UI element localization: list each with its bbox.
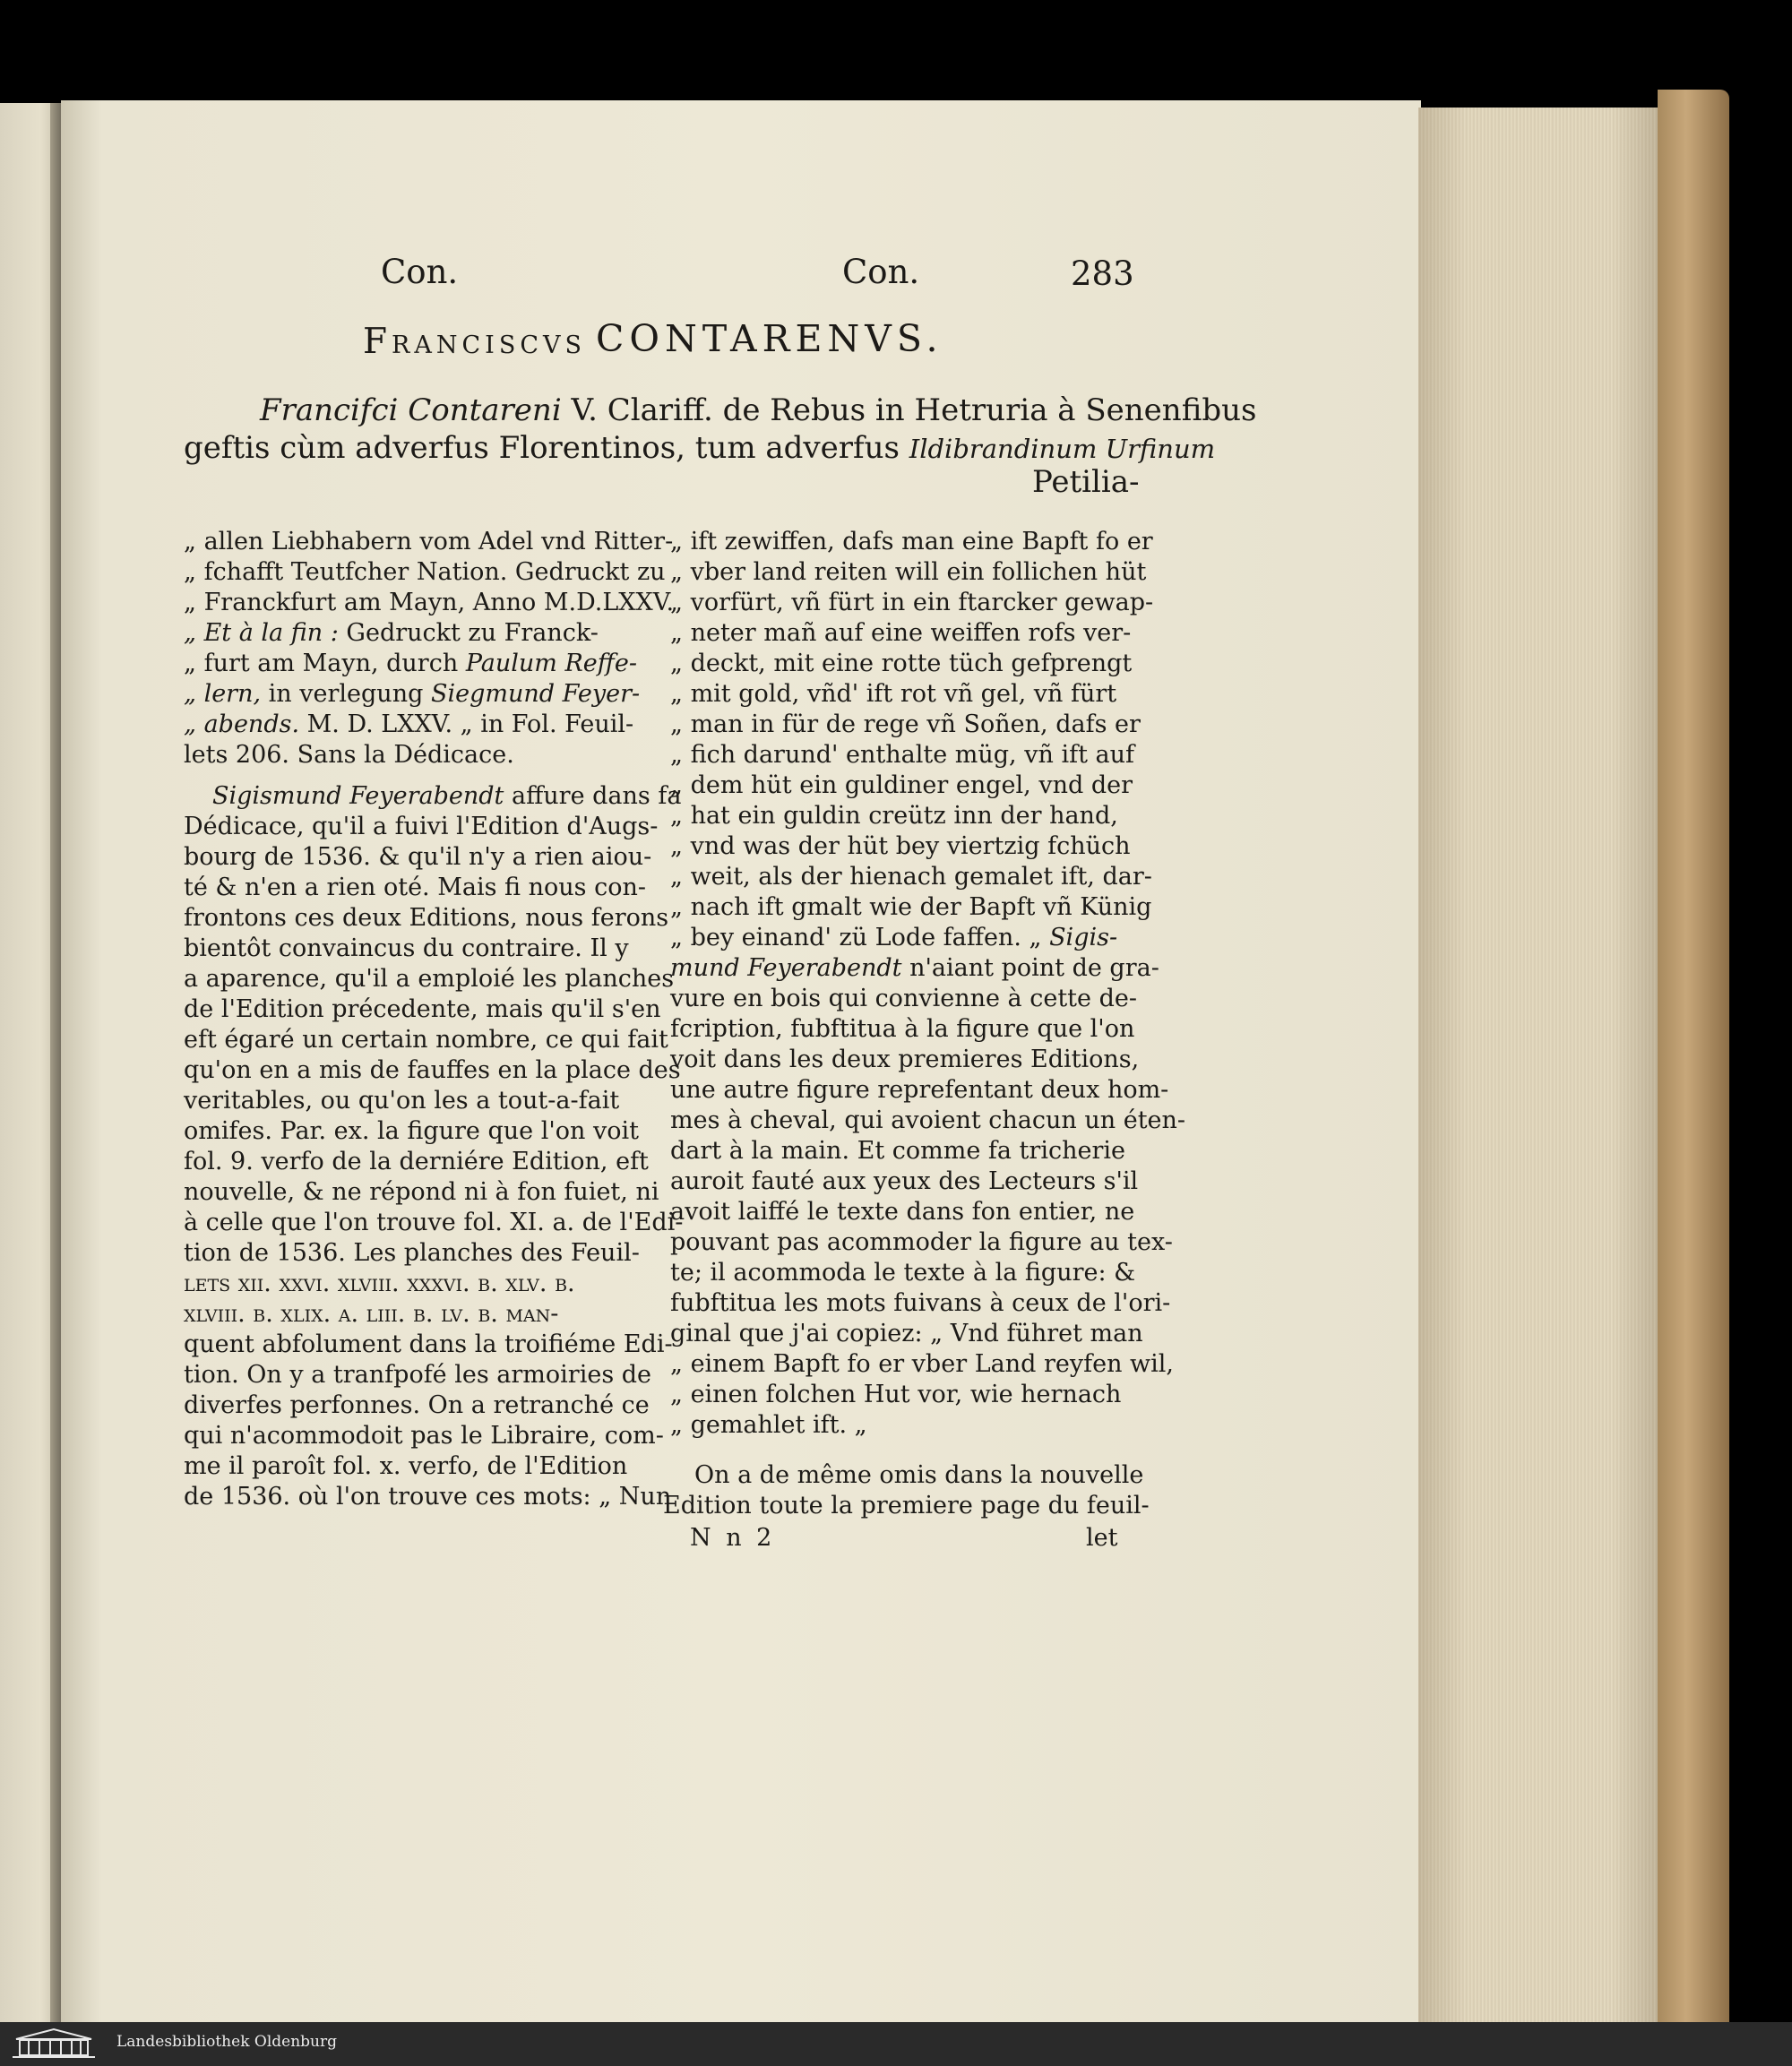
text-line: „ vorfürt, vñ fürt in ein ftarcker gewap-	[670, 589, 1154, 616]
text-line: „ vber land reiten will ein follichen hüt	[670, 558, 1147, 586]
page-number: 283	[1071, 254, 1134, 293]
text-line: tion de 1536. Les planches des Feuil-	[184, 1239, 640, 1267]
text: n'aiant point de gra-	[909, 954, 1159, 982]
text-line: me il paroît fol. x. verfo, de l'Edition	[184, 1452, 628, 1480]
text-line: „ einen folchen Hut vor, wie hernach	[670, 1381, 1122, 1408]
text-line: eft égaré un certain nombre, ce qui fait	[184, 1026, 668, 1054]
text-line	[212, 782, 681, 811]
italic-text: Sigis-	[1049, 924, 1118, 951]
intro-line-3: Petilia-	[1032, 464, 1140, 500]
text-line: qu'on en a mis de fauffes en la place des	[184, 1056, 681, 1084]
library-building-icon	[9, 2027, 99, 2059]
text-line: „ einem Bapft fo er vber Land reyfen wil,	[670, 1350, 1175, 1378]
text-line	[670, 924, 1117, 952]
running-head-right: Con.	[842, 253, 920, 291]
text-line: Dédicace, qu'il a fuivi l'Edition d'Augs-	[184, 813, 659, 840]
text-line: voit dans les deux premieres Editions,	[670, 1046, 1140, 1073]
text-line: nouvelle, & ne répond ni à fon fuiet, ni	[184, 1178, 659, 1206]
italic-text: Sigismund Feyerabendt	[212, 782, 504, 810]
text-line: „ allen Liebhabern vom Adel vnd Ritter-	[184, 528, 674, 555]
text-line: avoit laiffé le texte dans fon entier, ne	[670, 1198, 1135, 1226]
italic-text: mund Feyerabendt	[670, 954, 902, 982]
text-line	[184, 710, 633, 739]
text-line: „ Franckfurt am Mayn, Anno M.D.LXXV.	[184, 589, 675, 616]
book-cover-edge	[1658, 90, 1729, 2038]
text-line: omifes. Par. ex. la figure que l'on voit	[184, 1117, 639, 1145]
italic-text: „ abends.	[184, 710, 300, 738]
text: „ furt am Mayn, durch	[184, 650, 459, 677]
text-line: „ man in für de rege vñ Soñen, dafs er	[670, 710, 1141, 738]
text-line: dart à la main. Et comme fa tricherie	[670, 1137, 1125, 1165]
text-line: qui n'acommodoit pas le Libraire, com-	[184, 1422, 664, 1450]
text-line: lets xii. xxvi. xlviii. xxxvi. b. xlv. b.	[184, 1270, 575, 1297]
text: affure dans fa	[512, 782, 682, 810]
text-line: Edition toute la premiere page du feuil-	[663, 1492, 1150, 1519]
text-line: de 1536. où l'on trouve ces mots: „ Nun	[184, 1483, 672, 1511]
text-line: „ gemahlet ift. „	[670, 1411, 867, 1439]
italic-text: „ lern,	[184, 680, 262, 708]
italic-text: Paulum Reffe-	[465, 650, 638, 677]
text-line: xlviii. b. xlix. a. liii. b. lv. b. man-	[184, 1300, 559, 1328]
intro-line-2	[184, 430, 1215, 467]
italic-text: Siegmund Feyer-	[430, 680, 641, 708]
text-line: „ fchafft Teutfcher Nation. Gedruckt zu	[184, 558, 666, 586]
text-line: de l'Edition précedente, mais qu'il s'en	[184, 995, 661, 1023]
text: M. D. LXXV. „ in Fol. Feuil-	[306, 710, 634, 738]
text-line: „ dem hüt ein guldiner engel, vnd der	[670, 771, 1133, 799]
text-line: vure en bois qui convienne à cette de-	[670, 985, 1137, 1012]
text-line: fcription, fubftitua à la figure que l'on	[670, 1015, 1135, 1043]
text-line	[670, 954, 1159, 983]
text-line: une autre figure reprefentant deux hom-	[670, 1076, 1169, 1104]
text-line: bientôt convaincus du contraire. Il y	[184, 934, 629, 962]
text-line: „ neter mañ auf eine weiffen rofs ver-	[670, 619, 1132, 647]
text-line: diverfes perfonnes. On a retranché ce	[184, 1391, 650, 1419]
page-block-shade	[1418, 108, 1660, 2025]
text-line: a aparence, qu'il a emploié les planches	[184, 965, 675, 993]
intro-author: Francifci Contareni	[260, 392, 562, 428]
text-line: té & n'en a rien oté. Mais fi nous con-	[184, 874, 646, 901]
intro-line-1	[260, 392, 1256, 428]
text-line: „ weit, als der hienach gemalet ift, dar-	[670, 863, 1152, 891]
italic-text: „ Et à la fin :	[184, 619, 339, 647]
text-line	[184, 650, 637, 678]
text-line: „ vnd was der hüt bey viertzig fchüch	[670, 832, 1131, 860]
text-line: bourg de 1536. & qu'il n'y a rien aiou-	[184, 843, 652, 871]
text-line: „ mit gold, vñd' ift rot vñ gel, vñ fürt	[670, 680, 1117, 708]
text-line: On a de même omis dans la nouvelle	[694, 1461, 1144, 1489]
title-first-name: Franciscvs	[363, 322, 586, 362]
running-head-left: Con.	[381, 253, 459, 291]
signature-mark: N n 2	[690, 1524, 776, 1552]
text-line: „ hat ein guldin creütz inn der hand,	[670, 802, 1118, 830]
text: in verlegung	[268, 680, 424, 708]
text: Gedruckt zu Franck-	[346, 619, 599, 647]
text-line: „ nach ift gmalt wie der Bapft vñ Künig	[670, 893, 1152, 921]
text-line: mes à cheval, qui avoient chacun un éten-	[670, 1106, 1186, 1134]
text-line: ginal que j'ai copiez: „ Vnd führet man	[670, 1320, 1143, 1347]
intro-text: geftis cùm adverfus Florentinos, tum adverfus	[184, 430, 900, 466]
text-line: „ fich darund' enthalte müg, vñ ift auf	[670, 741, 1134, 769]
text-line: quent abfolument dans la troifiéme Edi-	[184, 1330, 673, 1358]
text-line	[184, 680, 640, 709]
library-name: Landesbibliothek Oldenburg	[116, 2033, 338, 2051]
catchword: let	[1086, 1524, 1118, 1552]
text-line: fubftitua les mots fuivans à ceux de l'ori-	[670, 1289, 1171, 1317]
title-surname: CONTARENVS.	[596, 317, 943, 360]
text: „ bey einand' zü Lode faffen. „	[670, 924, 1042, 951]
text-line: „ deckt, mit eine rotte tüch gefprengt	[670, 650, 1133, 677]
text-line: lets 206. Sans la Dédicace.	[184, 741, 514, 769]
text-line: frontons ces deux Editions, nous ferons	[184, 904, 669, 932]
text-line	[184, 619, 599, 648]
text-line: auroit fauté aux yeux des Lecteurs s'il	[670, 1167, 1139, 1195]
intro-text: V. Clariff. de Rebus in Hetruria à Senenfibus	[571, 392, 1257, 428]
intro-name: Ildibrandinum Urfinum	[909, 434, 1216, 464]
text-line: tion. On y a tranfpofé les armoiries de	[184, 1361, 652, 1389]
text-line: pouvant pas acommoder la figure au tex-	[670, 1228, 1173, 1256]
text-line: fol. 9. verfo de la derniére Edition, eft	[184, 1148, 649, 1175]
text-line: veritables, ou qu'on les a tout-a-fait	[184, 1087, 620, 1115]
text-line: te; il acommoda le texte à la figure: &	[670, 1259, 1136, 1287]
text-line: „ ift zewiffen, dafs man eine Bapft fo er	[670, 528, 1153, 555]
text-line: à celle que l'on trouve fol. XI. a. de l'Edi-	[184, 1209, 684, 1236]
